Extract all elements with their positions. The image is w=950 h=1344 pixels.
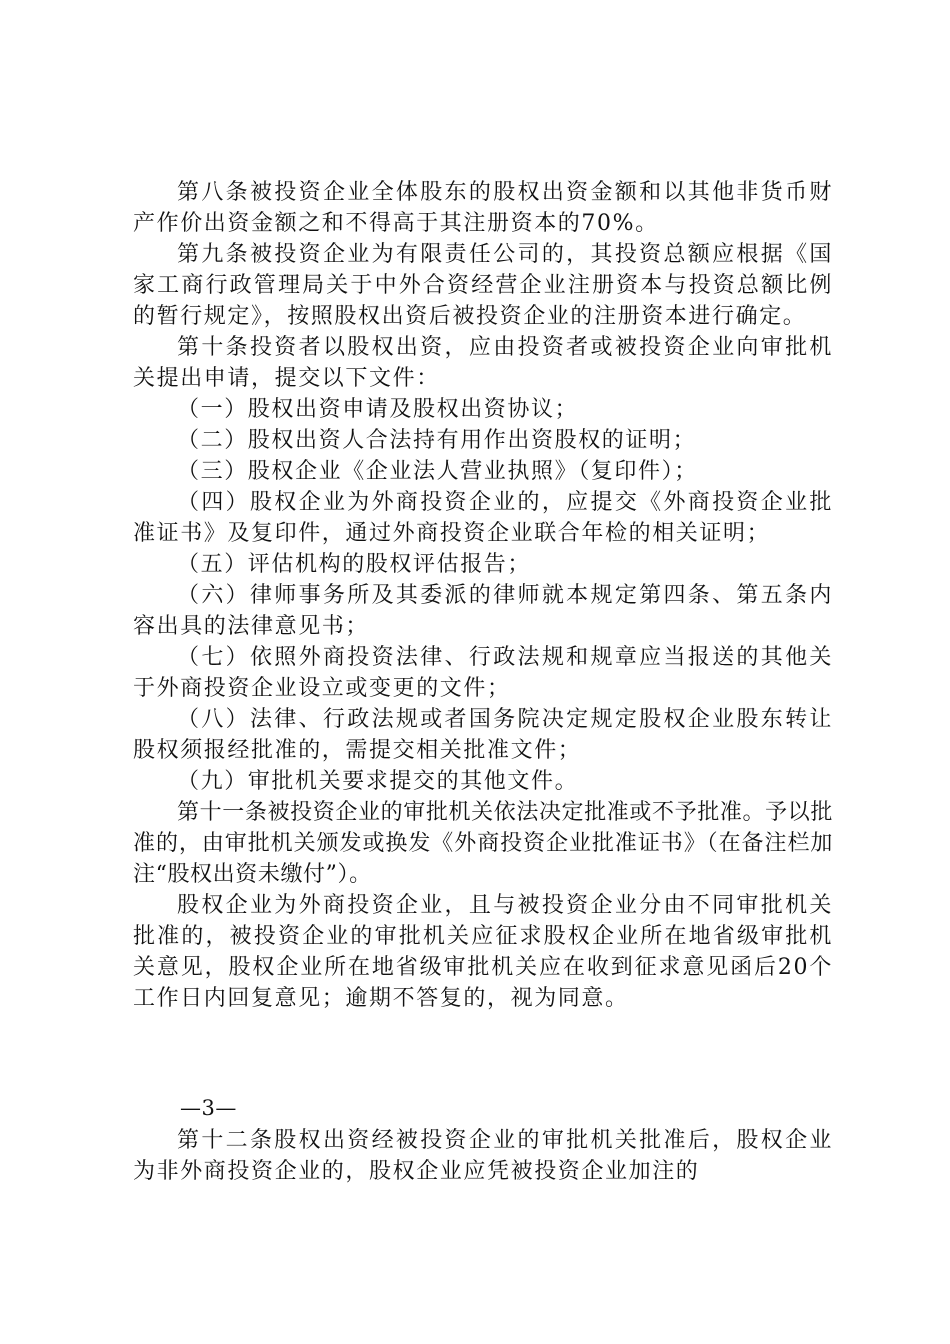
list-item-1: （一）股权出资申请及股权出资协议；: [177, 397, 579, 422]
page-number: —3—: [180, 1096, 237, 1120]
document-body: [133, 177, 833, 1014]
paragraph-article-12: 第十二条股权出资经被投资企业的审批机关批准后，股权企业为非外商投资企业的，股权企业应凭被投资企业加注的: [133, 1128, 833, 1184]
list-item-2: （二）股权出资人合法持有用作出资股权的证明；: [177, 428, 697, 453]
list-item-5: （五）评估机构的股权评估报告；: [177, 552, 532, 577]
paragraph-article-10: 第十条投资者以股权出资，应由投资者或被投资企业向审批机关提出申请，提交以下文件：: [133, 335, 833, 391]
list-item-7: （七）依照外商投资法律、行政法规和规章应当报送的其他关于外商投资企业设立或变更的文件；: [133, 645, 833, 701]
list-item-3: （三）股权企业《企业法人营业执照》（复印件）；: [177, 459, 698, 484]
document-body-continuation: [133, 1125, 833, 1187]
paragraph-article-8: 第八条被投资企业全体股东的股权出资金额和以其他非货币财产作价出资金额之和不得高于其注册资本的70%。: [133, 180, 833, 236]
paragraph-article-11: 第十一条被投资企业的审批机关依法决定批准或不予批准。予以批准的，由审批机关颁发或换发《外商投资企业批准证书》（在备注栏加注“股权出资未缴付”）。: [133, 800, 833, 887]
paragraph-article-9: 第九条被投资企业为有限责任公司的，其投资总额应根据《国家工商行政管理局关于中外合资经营企业注册资本与投资总额比例的暂行规定》，按照股权出资后被投资企业的注册资本进行确定。: [133, 242, 833, 329]
list-item-9: （九）审批机关要求提交的其他文件。: [177, 769, 579, 794]
paragraph-article-11-clause-2: 股权企业为外商投资企业，且与被投资企业分由不同审批机关批准的，被投资企业的审批机关应征求股权企业所在地省级审批机关意见，股权企业所在地省级审批机关应在收到征求意见函后20个工作日内回复意见；逾期不答复的，视为同意。: [133, 893, 833, 1011]
list-item-4: （四）股权企业为外商投资企业的，应提交《外商投资企业批准证书》及复印件，通过外商投资企业联合年检的相关证明；: [133, 490, 833, 546]
list-item-6: （六）律师事务所及其委派的律师就本规定第四条、第五条内容出具的法律意见书；: [133, 583, 833, 639]
list-item-8: （八）法律、行政法规或者国务院决定规定股权企业股东转让股权须报经批准的，需提交相关批准文件；: [133, 707, 833, 763]
